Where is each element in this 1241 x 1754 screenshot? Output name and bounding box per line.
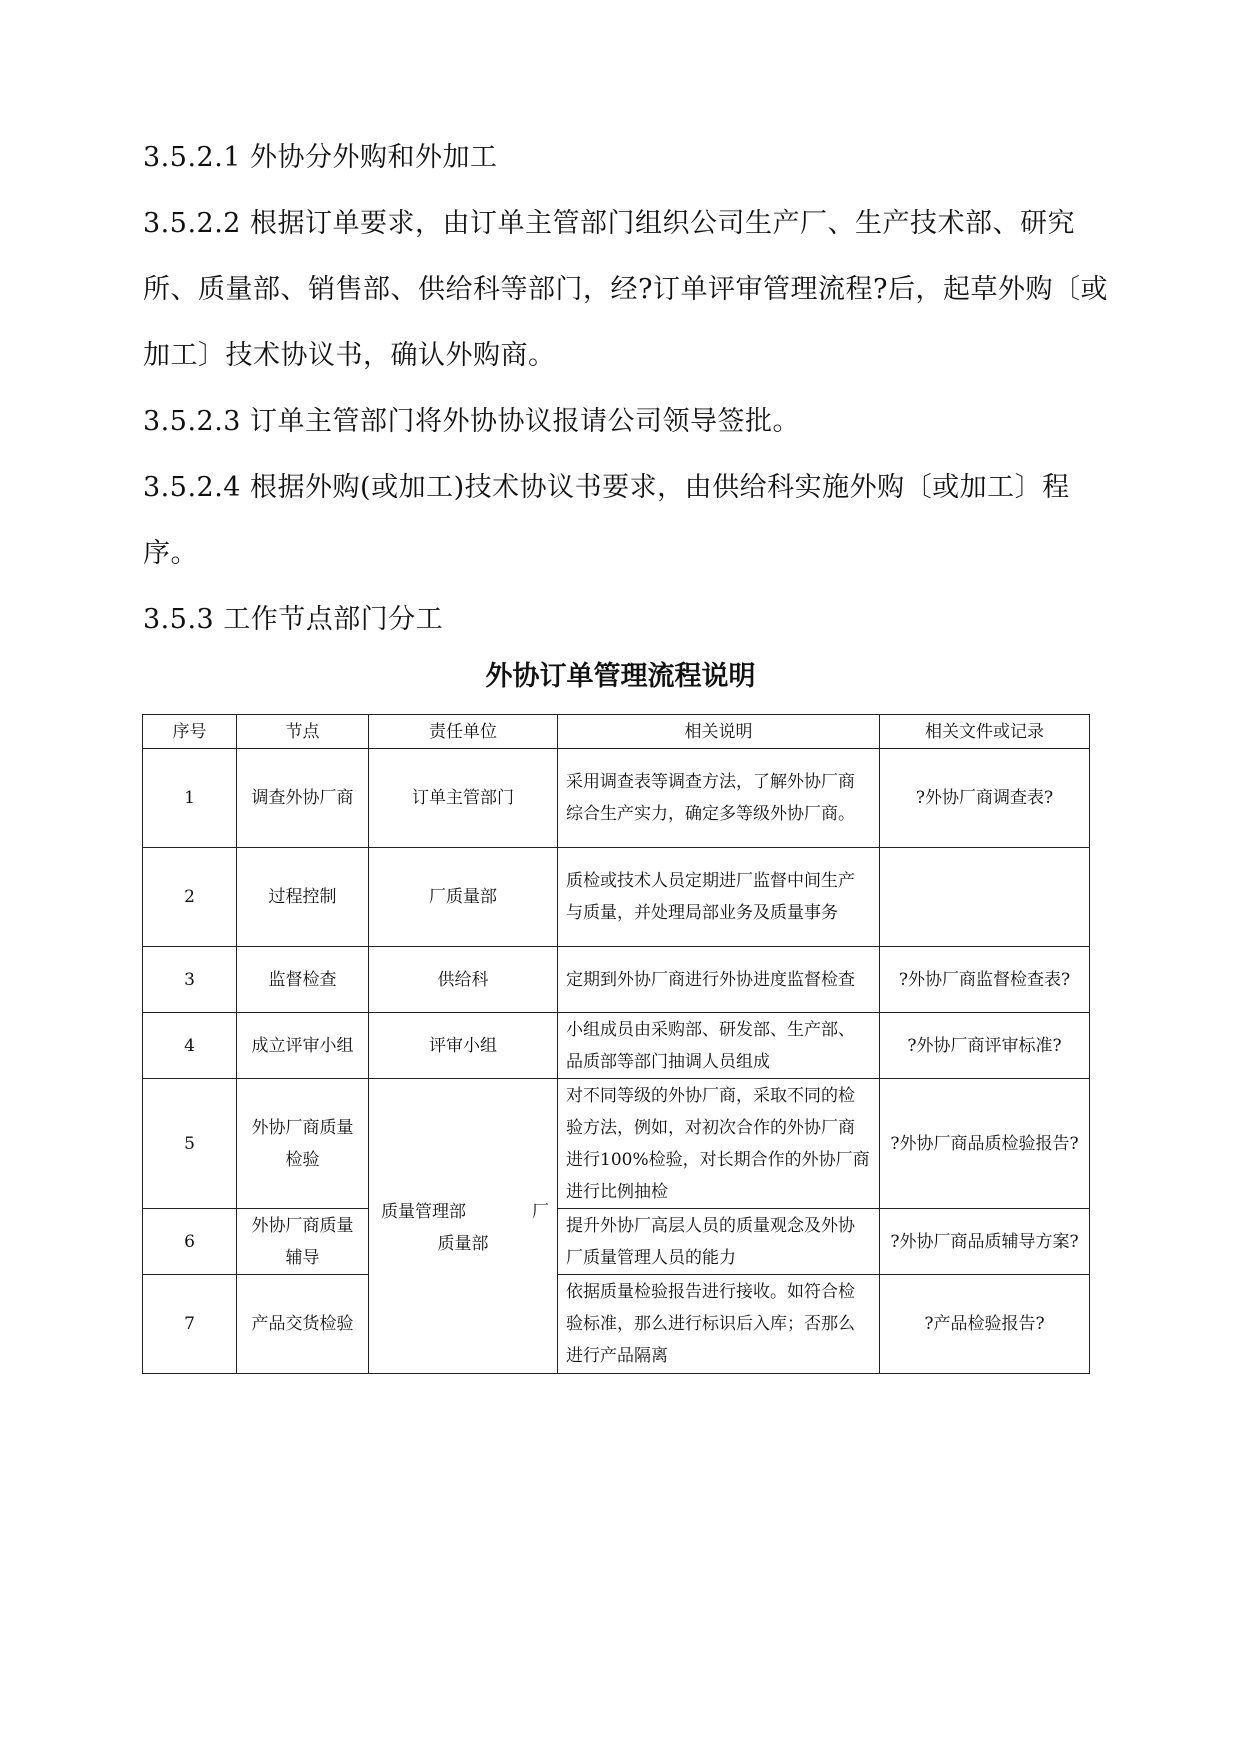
cell-node: 外协厂商质量检验 [237,1079,369,1209]
cell-no: 3 [143,947,237,1013]
cell-record: ?外协厂商监督检查表? [880,947,1090,1013]
cell-node: 产品交货检验 [237,1275,369,1374]
cell-no: 1 [143,749,237,848]
cell-record [880,848,1090,947]
cell-record: ?外协厂商品质辅导方案? [880,1209,1090,1275]
cell-record: ?外协厂商调查表? [880,749,1090,848]
merged-dept-part-b: 厂 [532,1202,549,1222]
cell-no: 4 [143,1013,237,1079]
table-row [143,1013,1090,1079]
cell-desc: 定期到外协厂商进行外协进度监督检查 [558,947,880,1013]
cell-node: 调查外协厂商 [237,749,369,848]
cell-no: 7 [143,1275,237,1374]
cell-record: ?外协厂商品质检验报告? [880,1079,1090,1209]
merged-dept-part-c: 质量部 [437,1234,489,1254]
cell-dept-merged [369,1079,558,1374]
table-row [143,947,1090,1013]
cell-no: 5 [143,1079,237,1209]
table-row [143,1209,1090,1275]
header-dept: 责任单位 [369,715,558,749]
cell-desc: 依据质量检验报告进行接收。如符合检验标准，那么进行标识后入库；否那么进行产品隔离 [558,1275,880,1374]
cell-desc: 小组成员由采购部、研发部、生产部、品质部等部门抽调人员组成 [558,1013,880,1079]
process-table [142,714,1090,1374]
paragraph-3-5-2-2: 3.5.2.2 根据订单要求，由订单主管部门组织公司生产厂、生产技术部、研究所、质量部、销售部、供给科等部门，经?订单评审管理流程?后，起草外购〔或加工〕技术协议书，确认外购商。 [143,208,1108,371]
header-node: 节点 [237,715,369,749]
paragraph-3-5-3: 3.5.3 工作节点部门分工 [143,604,444,635]
header-no: 序号 [143,715,237,749]
cell-node: 监督检查 [237,947,369,1013]
paragraph-3-5-2-1: 3.5.2.1 外协分外购和外加工 [143,142,498,173]
cell-node: 过程控制 [237,848,369,947]
cell-no: 6 [143,1209,237,1275]
cell-dept: 厂质量部 [369,848,558,947]
table-row [143,749,1090,848]
cell-desc: 采用调查表等调查方法，了解外协厂商综合生产实力，确定多等级外协厂商。 [558,749,880,848]
cell-record: ?产品检验报告? [880,1275,1090,1374]
table-row [143,1275,1090,1374]
cell-desc: 提升外协厂高层人员的质量观念及外协厂质量管理人员的能力 [558,1209,880,1275]
header-record: 相关文件或记录 [880,715,1090,749]
merged-dept-part-a: 质量管理部 [381,1202,466,1222]
header-desc: 相关说明 [558,715,880,749]
cell-node: 成立评审小组 [237,1013,369,1079]
cell-no: 2 [143,848,237,947]
cell-record: ?外协厂商评审标准? [880,1013,1090,1079]
cell-dept: 供给科 [369,947,558,1013]
cell-dept: 订单主管部门 [369,749,558,848]
paragraph-3-5-2-4: 3.5.2.4 根据外购(或加工)技术协议书要求，由供给科实施外购〔或加工〕程序。 [143,472,1070,569]
table-row [143,1079,1090,1209]
table-title: 外协订单管理流程说明 [485,661,756,692]
paragraph-3-5-2-3: 3.5.2.3 订单主管部门将外协协议报请公司领导签批。 [143,406,801,437]
table-row [143,848,1090,947]
table-header-row [143,715,1090,749]
cell-desc: 对不同等级的外协厂商，采取不同的检验方法，例如，对初次合作的外协厂商进行100%检验，对长期合作的外协厂商进行比例抽检 [558,1079,880,1209]
cell-desc: 质检或技术人员定期进厂监督中间生产与质量，并处理局部业务及质量事务 [558,848,880,947]
cell-dept: 评审小组 [369,1013,558,1079]
cell-node: 外协厂商质量辅导 [237,1209,369,1275]
